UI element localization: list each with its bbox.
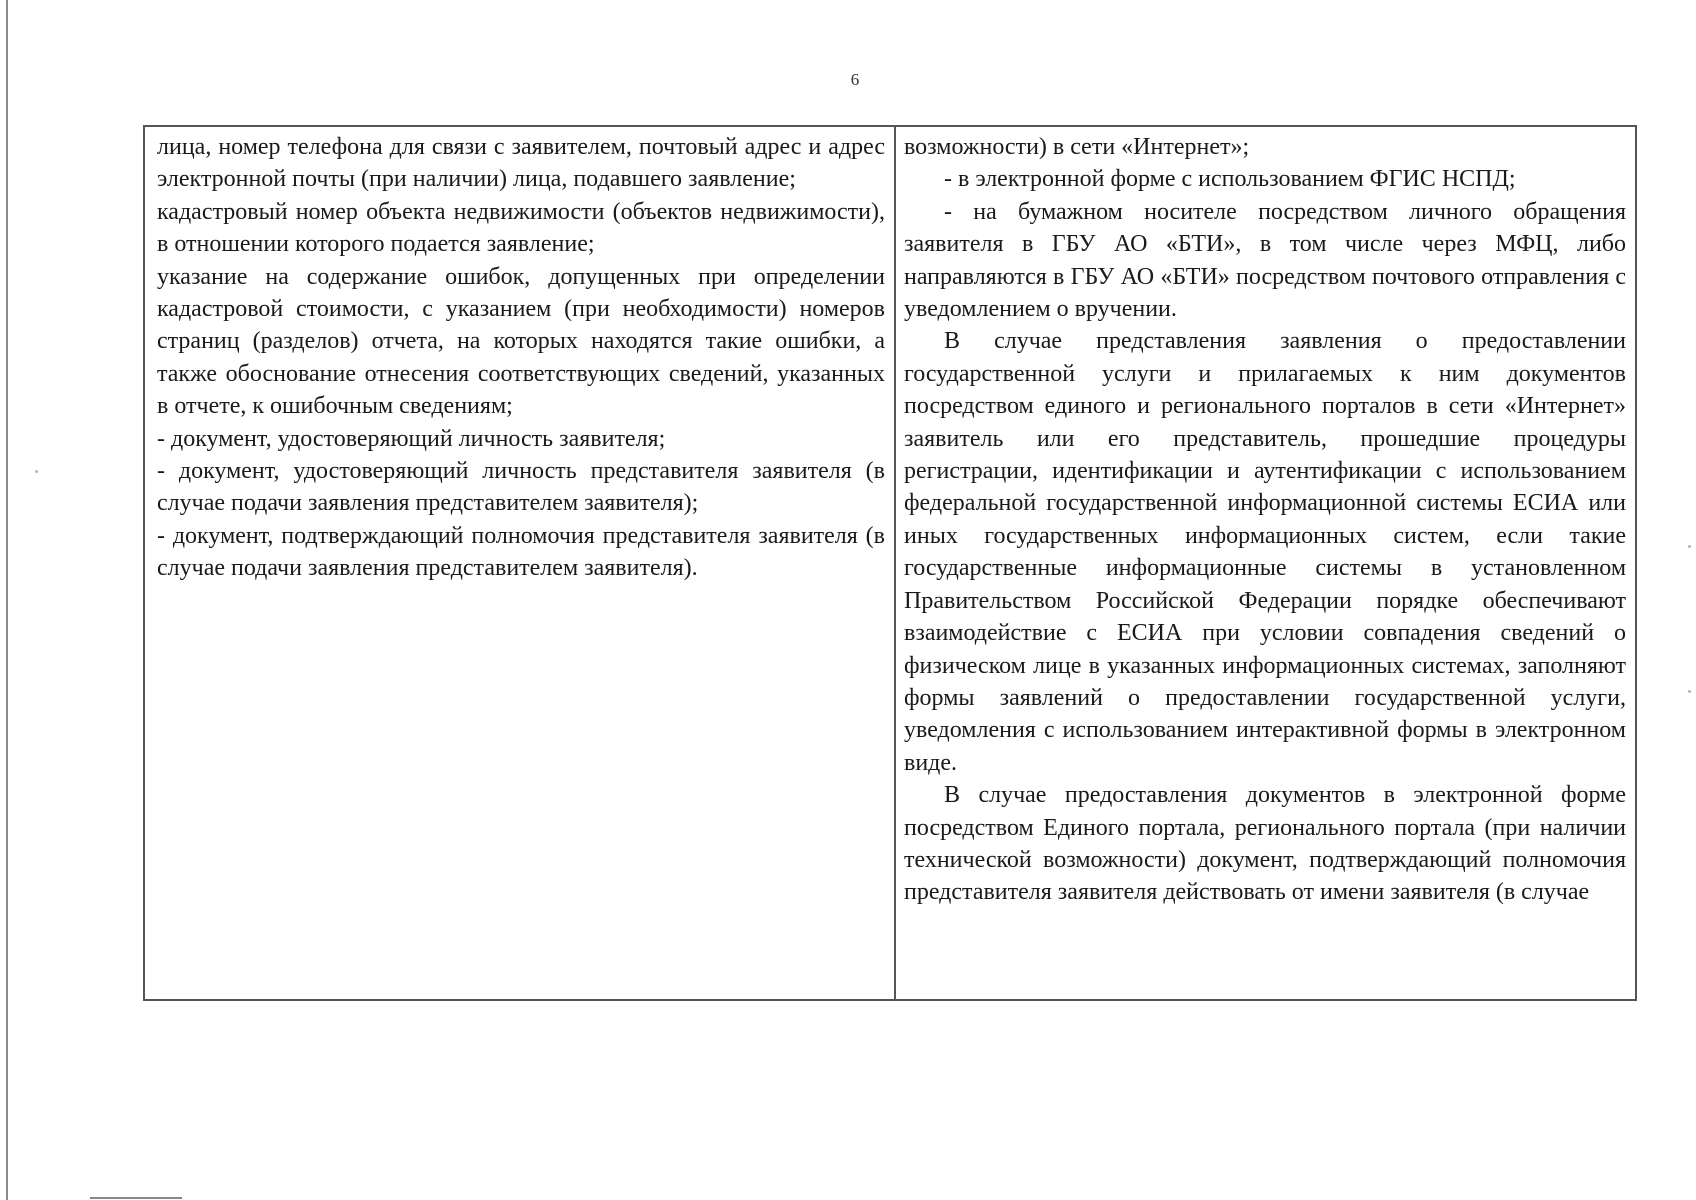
table-paragraph: указание на содержание ошибок, допущенных при определении кадастровой стоимости, с указанием (при необходимости) номеров страниц (разделов) отчета, на которых находятся такие ошибки, а также обоснование отнесения соответствующих сведений, указанных в отчете, к ошибочным сведениям; <box>157 263 885 420</box>
table-right-column <box>896 127 1635 999</box>
table-paragraph: - документ, удостоверяющий личность представителя заявителя (в случае подачи заявления представителем заявителя); <box>157 458 885 517</box>
document-table <box>143 125 1637 1001</box>
table-paragraph: - в электронной форме с использованием ФГИС НСПД; <box>944 166 1516 193</box>
scan-edge-bottom <box>90 1197 182 1199</box>
scan-speck <box>35 470 38 473</box>
table-paragraph: В случае предоставления документов в электронной форме посредством Единого портала, регионального портала (при наличии технической возможности) документ, подтверждающий полномочия представителя заявителя действовать от имени заявителя (в случае <box>904 782 1626 906</box>
scan-speck <box>1688 545 1691 548</box>
page-number: 6 <box>850 70 860 89</box>
table-paragraph: лица, номер телефона для связи с заявителем, почтовый адрес и адрес электронной почты (при наличии) лица, подавшего заявление; <box>157 134 885 193</box>
table-paragraph: - документ, подтверждающий полномочия представителя заявителя (в случае подачи заявления представителем заявителя). <box>157 522 885 582</box>
table-paragraph: - документ, удостоверяющий личность заявителя; <box>157 425 666 452</box>
table-paragraph: В случае представления заявления о предоставлении государственной услуги и прилагаемых к ним документов посредством единого и регионального порталов в сети «Интернет» заявитель или его представитель, прошедшие процедуры регистрации, идентификации и аутентификации с использованием федеральной государственной информационной системы ЕСИА или иных государственных информационных систем, если такие государственные информационные системы в установленном Правительством Российской Федерации порядке обеспечивают взаимодействие с ЕСИА при условии совпадения сведений о физическом лице в указанных информационных системах, заполняют формы заявлений о предоставлении государственной услуги, уведомления с использованием интерактивной формы в электронном виде. <box>904 328 1626 776</box>
table-paragraph: - на бумажном носителе посредством личного обращения заявителя в ГБУ АО «БТИ», в том числе через МФЦ, либо направляются в ГБУ АО «БТИ» посредством почтового отправления с уведомлением о вручении. <box>904 198 1626 323</box>
table-left-column <box>145 127 896 999</box>
table-paragraph: кадастровый номер объекта недвижимости (объектов недвижимости), в отношении которого подается заявление; <box>157 198 885 258</box>
table-paragraph: возможности) в сети «Интернет»; <box>904 134 1250 160</box>
scan-speck <box>1688 690 1691 693</box>
scan-edge-left <box>6 0 8 1200</box>
